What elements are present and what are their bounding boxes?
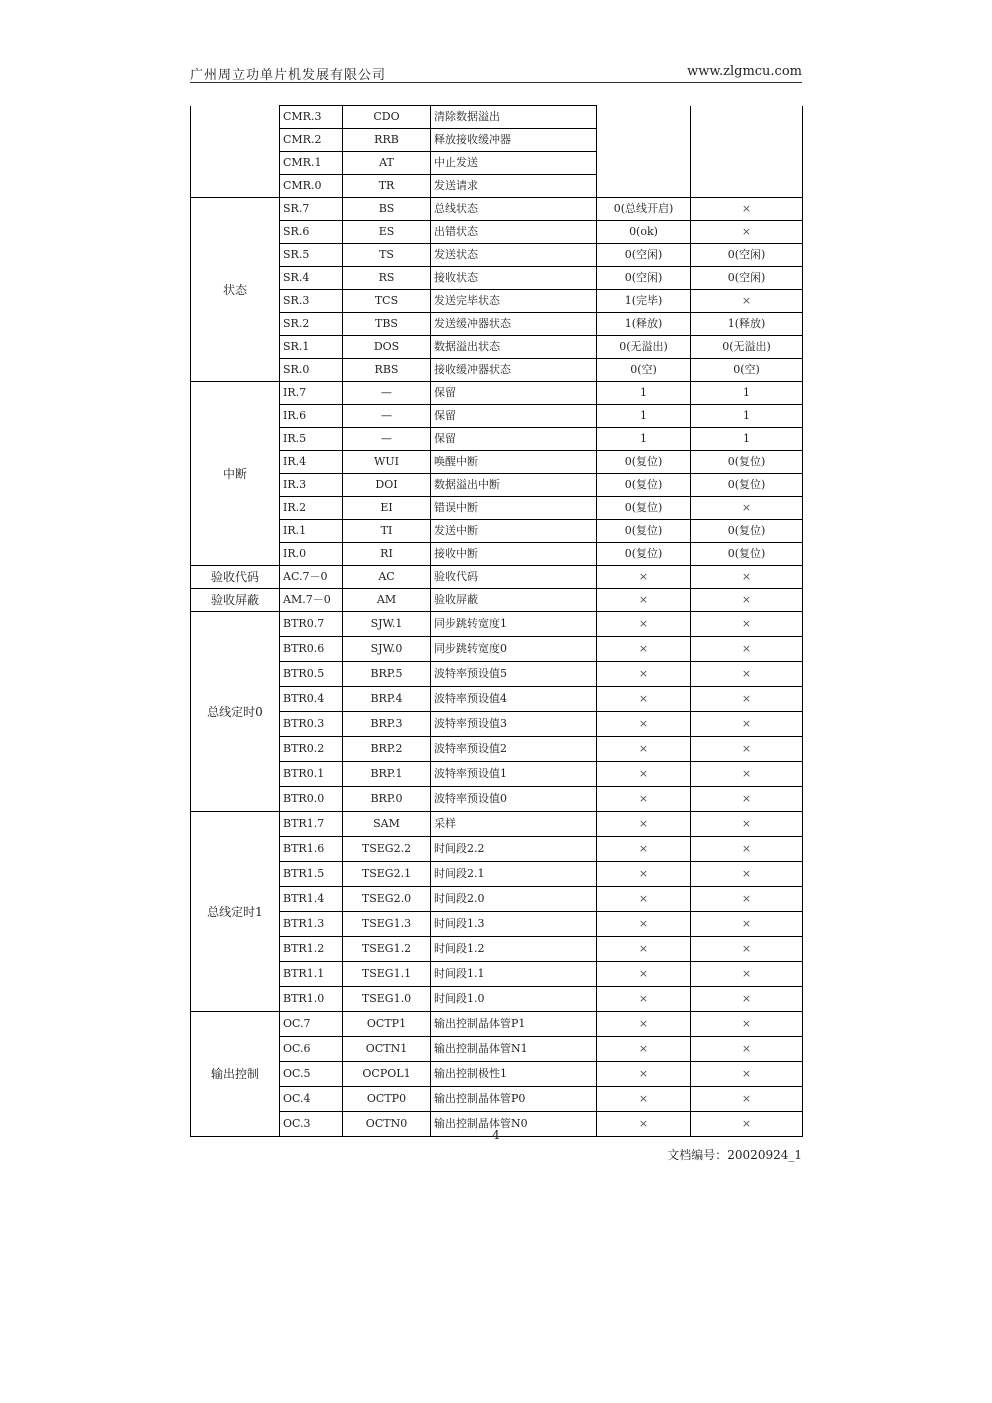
mode-value-cell: ×: [691, 762, 803, 787]
register-group-cell: 验收代码: [191, 566, 280, 589]
table-row: [191, 405, 803, 428]
symbol-cell: OCTP0: [343, 1087, 431, 1112]
name-cell: 验收屏蔽: [431, 589, 597, 612]
symbol-cell: OCTN0: [343, 1112, 431, 1137]
name-cell: 保留: [431, 382, 597, 405]
table-row: [191, 267, 803, 290]
header-rule: [190, 82, 802, 83]
name-cell: 波特率预设值4: [431, 687, 597, 712]
name-cell: 波特率预设值3: [431, 712, 597, 737]
bit-cell: SR.6: [280, 221, 343, 244]
reset-value-cell: 0(复位): [597, 543, 691, 566]
register-group-cell: 总线定时0: [191, 612, 280, 812]
mode-value-cell: ×: [691, 837, 803, 862]
register-group-cell: 状态: [191, 198, 280, 382]
table-row: [191, 313, 803, 336]
bit-cell: IR.5: [280, 428, 343, 451]
table-row: [191, 451, 803, 474]
mode-value-cell: 0(复位): [691, 543, 803, 566]
name-cell: 总线状态: [431, 198, 597, 221]
symbol-cell: TBS: [343, 313, 431, 336]
table-row: [191, 198, 803, 221]
symbol-cell: TSEG1.1: [343, 962, 431, 987]
reset-value-cell: ×: [597, 687, 691, 712]
mode-value-cell: 0(空): [691, 359, 803, 382]
mode-value-cell: ×: [691, 712, 803, 737]
symbol-cell: RI: [343, 543, 431, 566]
reset-value-cell: ×: [597, 566, 691, 589]
reset-value-cell: 0(空闲): [597, 244, 691, 267]
symbol-cell: —: [343, 428, 431, 451]
reset-value-cell: ×: [597, 612, 691, 637]
symbol-cell: SJW.0: [343, 637, 431, 662]
symbol-cell: —: [343, 405, 431, 428]
reset-value-cell: 0(ok): [597, 221, 691, 244]
bit-cell: SR.0: [280, 359, 343, 382]
reset-value-cell: ×: [597, 589, 691, 612]
bit-cell: BTR0.7: [280, 612, 343, 637]
reset-value-cell: ×: [597, 937, 691, 962]
name-cell: 时间段1.0: [431, 987, 597, 1012]
reset-value-cell: ×: [597, 662, 691, 687]
table-row: [191, 787, 803, 812]
bit-cell: BTR0.1: [280, 762, 343, 787]
header-company: 广州周立功单片机发展有限公司: [190, 68, 387, 83]
mode-value-cell: 1: [691, 428, 803, 451]
name-cell: 保留: [431, 405, 597, 428]
symbol-cell: SJW.1: [343, 612, 431, 637]
name-cell: 波特率预设值1: [431, 762, 597, 787]
table-row: [191, 612, 803, 637]
bit-cell: CMR.3: [280, 106, 343, 129]
table-row: [191, 662, 803, 687]
reset-value-cell: 0(复位): [597, 497, 691, 520]
symbol-cell: —: [343, 382, 431, 405]
table-row: [191, 543, 803, 566]
symbol-cell: BRP.2: [343, 737, 431, 762]
name-cell: 输出控制晶体管N1: [431, 1037, 597, 1062]
symbol-cell: BRP.3: [343, 712, 431, 737]
table-row: [191, 106, 803, 129]
table-row: [191, 382, 803, 405]
table-row: [191, 1062, 803, 1087]
table-row: [191, 566, 803, 589]
table-row: [191, 1087, 803, 1112]
table-row: [191, 737, 803, 762]
mode-value-cell: ×: [691, 787, 803, 812]
table-row: [191, 497, 803, 520]
bit-cell: CMR.1: [280, 152, 343, 175]
table-row: [191, 862, 803, 887]
reset-value-cell: ×: [597, 987, 691, 1012]
reset-value-cell: ×: [597, 1062, 691, 1087]
bit-cell: AC.7－0: [280, 566, 343, 589]
name-cell: 验收代码: [431, 566, 597, 589]
name-cell: 数据溢出状态: [431, 336, 597, 359]
symbol-cell: BRP.0: [343, 787, 431, 812]
bit-cell: BTR1.6: [280, 837, 343, 862]
register-group-cell: 验收屏蔽: [191, 589, 280, 612]
reset-value-cell: ×: [597, 812, 691, 837]
name-cell: 时间段2.2: [431, 837, 597, 862]
symbol-cell: TSEG2.2: [343, 837, 431, 862]
bit-cell: BTR1.3: [280, 912, 343, 937]
reset-value-cell: 0(空): [597, 359, 691, 382]
symbol-cell: AT: [343, 152, 431, 175]
bit-cell: SR.1: [280, 336, 343, 359]
reset-value-cell: ×: [597, 887, 691, 912]
symbol-cell: OCTP1: [343, 1012, 431, 1037]
reset-value-cell: ×: [597, 1037, 691, 1062]
register-group-cell: 中断: [191, 382, 280, 566]
reset-value-cell: ×: [597, 1087, 691, 1112]
bit-cell: AM.7－0: [280, 589, 343, 612]
name-cell: 时间段1.3: [431, 912, 597, 937]
name-cell: 数据溢出中断: [431, 474, 597, 497]
symbol-cell: TSEG1.0: [343, 987, 431, 1012]
mode-value-cell: ×: [691, 937, 803, 962]
table-row: [191, 1012, 803, 1037]
register-group-cell: 输出控制: [191, 1012, 280, 1137]
bit-cell: BTR0.3: [280, 712, 343, 737]
mode-value-cell: 0(空闲): [691, 267, 803, 290]
bit-cell: BTR1.7: [280, 812, 343, 837]
reset-value-cell: 0(复位): [597, 474, 691, 497]
reset-value-cell: ×: [597, 787, 691, 812]
symbol-cell: ES: [343, 221, 431, 244]
bit-cell: OC.3: [280, 1112, 343, 1137]
reset-value-cell: ×: [597, 637, 691, 662]
reset-value-cell: ×: [597, 837, 691, 862]
bit-cell: BTR1.0: [280, 987, 343, 1012]
reset-value-cell: ×: [597, 737, 691, 762]
name-cell: 清除数据溢出: [431, 106, 597, 129]
symbol-cell: RS: [343, 267, 431, 290]
mode-value-cell: ×: [691, 198, 803, 221]
mode-value-cell: ×: [691, 1062, 803, 1087]
bit-cell: IR.0: [280, 543, 343, 566]
mode-value-cell: ×: [691, 1037, 803, 1062]
table-row: [191, 912, 803, 937]
symbol-cell: AM: [343, 589, 431, 612]
mode-value-cell: [691, 106, 803, 198]
bit-cell: BTR0.4: [280, 687, 343, 712]
name-cell: 同步跳转宽度0: [431, 637, 597, 662]
table-row: [191, 221, 803, 244]
name-cell: 出错状态: [431, 221, 597, 244]
symbol-cell: SAM: [343, 812, 431, 837]
table-row: [191, 520, 803, 543]
name-cell: 时间段2.0: [431, 887, 597, 912]
mode-value-cell: 0(复位): [691, 451, 803, 474]
bit-cell: BTR1.2: [280, 937, 343, 962]
name-cell: 时间段1.2: [431, 937, 597, 962]
symbol-cell: TSEG1.3: [343, 912, 431, 937]
bit-cell: SR.3: [280, 290, 343, 313]
symbol-cell: BRP.4: [343, 687, 431, 712]
bit-cell: BTR1.4: [280, 887, 343, 912]
mode-value-cell: ×: [691, 290, 803, 313]
table-row: [191, 244, 803, 267]
mode-value-cell: ×: [691, 1087, 803, 1112]
mode-value-cell: ×: [691, 221, 803, 244]
symbol-cell: TSEG2.0: [343, 887, 431, 912]
symbol-cell: OCTN1: [343, 1037, 431, 1062]
mode-value-cell: ×: [691, 612, 803, 637]
bit-cell: IR.7: [280, 382, 343, 405]
symbol-cell: DOI: [343, 474, 431, 497]
bit-cell: BTR1.1: [280, 962, 343, 987]
reset-value-cell: 1: [597, 382, 691, 405]
symbol-cell: DOS: [343, 336, 431, 359]
register-table: [190, 105, 803, 1137]
name-cell: 唤醒中断: [431, 451, 597, 474]
reset-value-cell: 1(完毕): [597, 290, 691, 313]
mode-value-cell: ×: [691, 637, 803, 662]
symbol-cell: TSEG2.1: [343, 862, 431, 887]
mode-value-cell: 1: [691, 405, 803, 428]
name-cell: 输出控制极性1: [431, 1062, 597, 1087]
name-cell: 同步跳转宽度1: [431, 612, 597, 637]
reset-value-cell: 0(空闲): [597, 267, 691, 290]
bit-cell: OC.6: [280, 1037, 343, 1062]
mode-value-cell: ×: [691, 987, 803, 1012]
reset-value-cell: ×: [597, 1012, 691, 1037]
name-cell: 发送请求: [431, 175, 597, 198]
name-cell: 发送缓冲器状态: [431, 313, 597, 336]
bit-cell: BTR1.5: [280, 862, 343, 887]
name-cell: 中止发送: [431, 152, 597, 175]
mode-value-cell: ×: [691, 687, 803, 712]
symbol-cell: BRP.1: [343, 762, 431, 787]
bit-cell: CMR.2: [280, 129, 343, 152]
table-row: [191, 687, 803, 712]
reset-value-cell: ×: [597, 962, 691, 987]
table-row: [191, 474, 803, 497]
mode-value-cell: ×: [691, 662, 803, 687]
table-row: [191, 359, 803, 382]
mode-value-cell: 1(释放): [691, 313, 803, 336]
mode-value-cell: ×: [691, 812, 803, 837]
table-row: [191, 637, 803, 662]
symbol-cell: TSEG1.2: [343, 937, 431, 962]
bit-cell: OC.4: [280, 1087, 343, 1112]
symbol-cell: OCPOL1: [343, 1062, 431, 1087]
symbol-cell: EI: [343, 497, 431, 520]
page-number: 4: [492, 1128, 500, 1142]
bit-cell: IR.4: [280, 451, 343, 474]
symbol-cell: WUI: [343, 451, 431, 474]
symbol-cell: TCS: [343, 290, 431, 313]
name-cell: 接收缓冲器状态: [431, 359, 597, 382]
reset-value-cell: ×: [597, 762, 691, 787]
bit-cell: SR.7: [280, 198, 343, 221]
mode-value-cell: ×: [691, 1012, 803, 1037]
mode-value-cell: ×: [691, 1112, 803, 1137]
table-row: [191, 428, 803, 451]
symbol-cell: CDO: [343, 106, 431, 129]
table-row: [191, 712, 803, 737]
bit-cell: IR.1: [280, 520, 343, 543]
mode-value-cell: ×: [691, 862, 803, 887]
bit-cell: IR.6: [280, 405, 343, 428]
bit-cell: CMR.0: [280, 175, 343, 198]
bit-cell: BTR0.2: [280, 737, 343, 762]
mode-value-cell: ×: [691, 912, 803, 937]
register-group-cell: 总线定时1: [191, 812, 280, 1012]
bit-cell: OC.5: [280, 1062, 343, 1087]
mode-value-cell: ×: [691, 962, 803, 987]
table-row: [191, 762, 803, 787]
name-cell: 输出控制晶体管P1: [431, 1012, 597, 1037]
register-group-cell: [191, 106, 280, 198]
name-cell: 接收中断: [431, 543, 597, 566]
name-cell: 输出控制晶体管P0: [431, 1087, 597, 1112]
name-cell: 发送状态: [431, 244, 597, 267]
mode-value-cell: ×: [691, 589, 803, 612]
name-cell: 错误中断: [431, 497, 597, 520]
table-row: [191, 336, 803, 359]
mode-value-cell: 1: [691, 382, 803, 405]
reset-value-cell: ×: [597, 912, 691, 937]
document-number: 文档编号：20020924_1: [667, 1148, 802, 1162]
bit-cell: SR.4: [280, 267, 343, 290]
table-row: [191, 589, 803, 612]
mode-value-cell: 0(复位): [691, 520, 803, 543]
mode-value-cell: 0(无溢出): [691, 336, 803, 359]
bit-cell: BTR0.5: [280, 662, 343, 687]
bit-cell: IR.3: [280, 474, 343, 497]
bit-cell: OC.7: [280, 1012, 343, 1037]
name-cell: 波特率预设值2: [431, 737, 597, 762]
name-cell: 时间段2.1: [431, 862, 597, 887]
reset-value-cell: 0(复位): [597, 520, 691, 543]
mode-value-cell: ×: [691, 737, 803, 762]
bit-cell: IR.2: [280, 497, 343, 520]
reset-value-cell: 1: [597, 405, 691, 428]
mode-value-cell: 0(空闲): [691, 244, 803, 267]
name-cell: 波特率预设值0: [431, 787, 597, 812]
mode-value-cell: 0(复位): [691, 474, 803, 497]
symbol-cell: AC: [343, 566, 431, 589]
reset-value-cell: ×: [597, 712, 691, 737]
symbol-cell: RBS: [343, 359, 431, 382]
reset-value-cell: ×: [597, 862, 691, 887]
mode-value-cell: ×: [691, 887, 803, 912]
reset-value-cell: 1(释放): [597, 313, 691, 336]
table-row: [191, 962, 803, 987]
name-cell: 释放接收缓冲器: [431, 129, 597, 152]
reset-value-cell: 0(无溢出): [597, 336, 691, 359]
symbol-cell: RRB: [343, 129, 431, 152]
table-row: [191, 887, 803, 912]
name-cell: 发送中断: [431, 520, 597, 543]
symbol-cell: BS: [343, 198, 431, 221]
header-website: www.zlgmcu.com: [687, 64, 802, 79]
name-cell: 输出控制晶体管N0: [431, 1112, 597, 1137]
reset-value-cell: ×: [597, 1112, 691, 1137]
table-row: [191, 987, 803, 1012]
table-row: [191, 1037, 803, 1062]
reset-value-cell: [597, 106, 691, 198]
name-cell: 波特率预设值5: [431, 662, 597, 687]
symbol-cell: TS: [343, 244, 431, 267]
bit-cell: SR.2: [280, 313, 343, 336]
name-cell: 发送完毕状态: [431, 290, 597, 313]
reset-value-cell: 1: [597, 428, 691, 451]
table-row: [191, 290, 803, 313]
bit-cell: BTR0.6: [280, 637, 343, 662]
name-cell: 接收状态: [431, 267, 597, 290]
reset-value-cell: 0(复位): [597, 451, 691, 474]
table-row: [191, 937, 803, 962]
symbol-cell: TR: [343, 175, 431, 198]
symbol-cell: BRP.5: [343, 662, 431, 687]
name-cell: 采样: [431, 812, 597, 837]
reset-value-cell: 0(总线开启): [597, 198, 691, 221]
table-row: [191, 812, 803, 837]
mode-value-cell: ×: [691, 497, 803, 520]
bit-cell: SR.5: [280, 244, 343, 267]
symbol-cell: TI: [343, 520, 431, 543]
name-cell: 保留: [431, 428, 597, 451]
name-cell: 时间段1.1: [431, 962, 597, 987]
mode-value-cell: ×: [691, 566, 803, 589]
table-row: [191, 837, 803, 862]
register-table-body: [191, 106, 803, 1137]
bit-cell: BTR0.0: [280, 787, 343, 812]
